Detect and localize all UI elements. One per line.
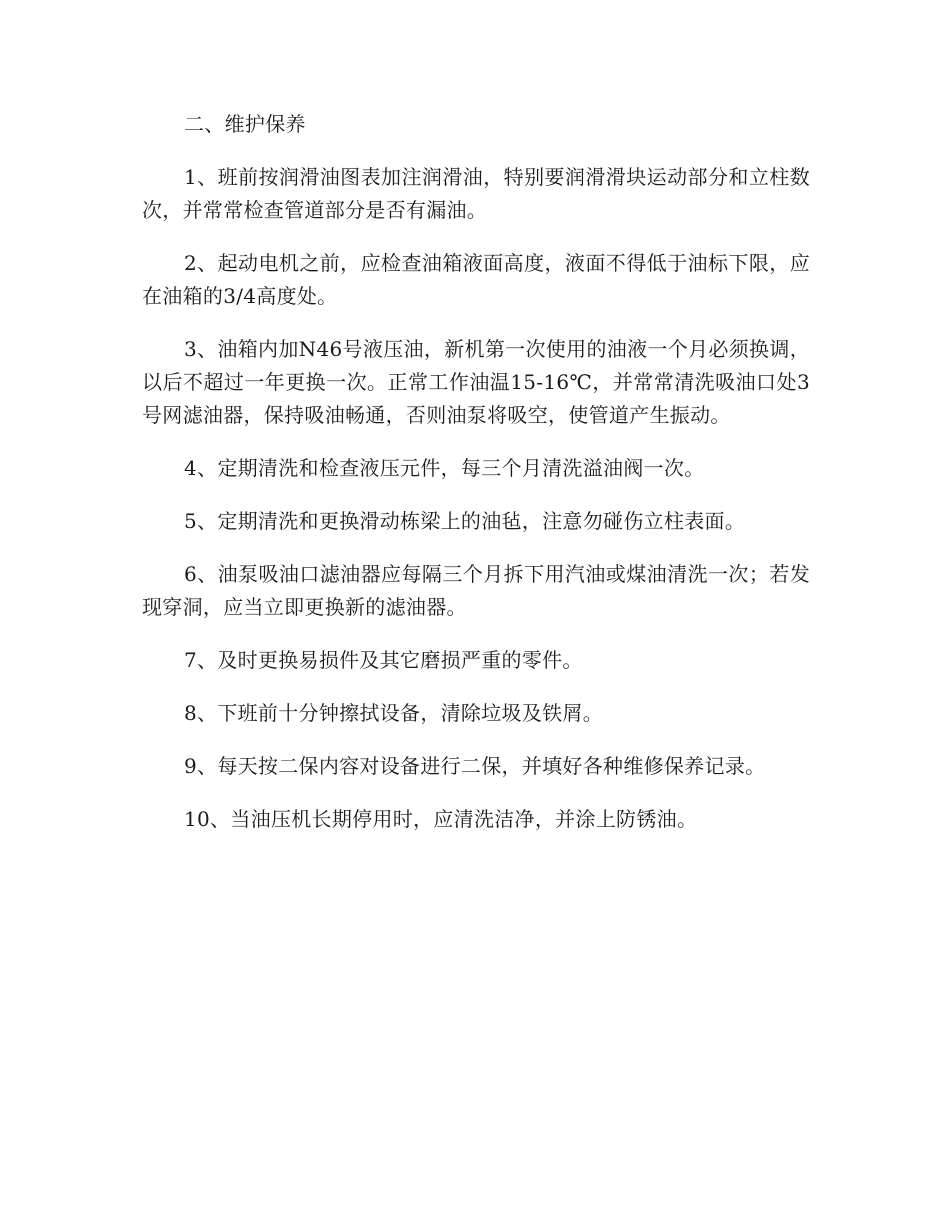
section-heading: 二、维护保养 xyxy=(184,112,306,136)
maintenance-item-7: 7、及时更换易损件及其它磨损严重的零件。 xyxy=(184,648,583,672)
maintenance-item-3: 3、油箱内加N46号液压油，新机第一次使用的油液一个月必须换调，以后不超过一年更换一次。正常工作油温15-16℃，并常常清洗吸油口处3号网滤油器，保持吸油畅通，否则油泵将吸空，使管道产生振动。 xyxy=(142,337,810,427)
maintenance-item-8: 8、下班前十分钟擦拭设备，清除垃圾及铁屑。 xyxy=(184,701,604,725)
maintenance-item-1: 1、班前按润滑油图表加注润滑油，特别要润滑滑块运动部分和立柱数次，并常常检查管道部分是否有漏油。 xyxy=(142,165,810,222)
maintenance-item-4: 4、定期清洗和检查液压元件，每三个月清洗溢油阀一次。 xyxy=(184,456,705,480)
maintenance-item-10: 10、当油压机长期停用时，应清洗洁净，并涂上防锈油。 xyxy=(184,807,698,831)
maintenance-item-6: 6、油泵吸油口滤油器应每隔三个月拆下用汽油或煤油清洗一次；若发现穿洞，应当立即更换新的滤油器。 xyxy=(142,562,810,619)
document-body xyxy=(142,108,810,856)
maintenance-item-9: 9、每天按二保内容对设备进行二保，并填好各种维修保养记录。 xyxy=(184,754,766,778)
maintenance-item-2: 2、起动电机之前，应检查油箱液面高度，液面不得低于油标下限，应在油箱的3/4高度处。 xyxy=(142,251,810,308)
maintenance-item-5: 5、定期清洗和更换滑动栋梁上的油毡，注意勿碰伤立柱表面。 xyxy=(184,509,746,533)
